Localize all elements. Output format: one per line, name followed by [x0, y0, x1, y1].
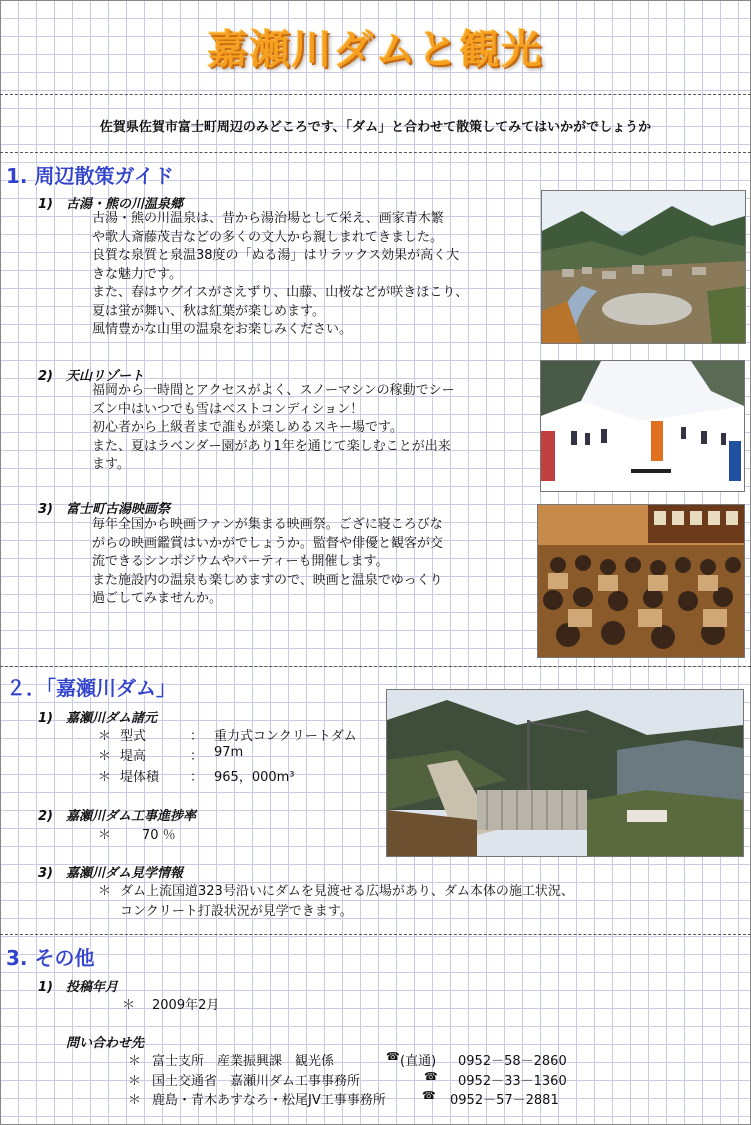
divider: [0, 934, 751, 935]
tour-line: コンクリート打設状況が見学できます。: [120, 904, 353, 919]
contact-name: 富士支所 産業振興課 観光係: [152, 1054, 335, 1069]
posted-row: [122, 994, 220, 1013]
bullet: ＊: [122, 998, 136, 1013]
contact-phone: 0952－57－2881: [450, 1093, 559, 1108]
bullet: ＊: [128, 1054, 142, 1069]
posted-heading: [38, 976, 118, 995]
bullet: ＊: [128, 1074, 142, 1089]
divider: [0, 94, 751, 95]
progress-row: [98, 824, 176, 843]
text-line: また施設内の温泉も楽しめますので、映画と温泉でゆっくり: [92, 572, 443, 588]
dam-construction-photo: [386, 689, 744, 857]
film-festival-photo: [537, 504, 745, 658]
posted-value: 2009年2月: [152, 998, 220, 1013]
resort-description: [92, 382, 455, 475]
onsen-description: [92, 210, 468, 340]
ski-resort-photo: [540, 360, 745, 492]
intro-text: 佐賀県佐賀市富士町周辺のみどころです、「ダム」と合わせて散策してみてはいかがでしょうか: [99, 120, 652, 135]
item-heading-film-festival: [38, 498, 170, 517]
contact-row: [128, 1050, 728, 1069]
spec-label: 型式: [120, 729, 147, 744]
contact-row: [128, 1089, 728, 1108]
progress-value: 70 ％: [142, 828, 176, 843]
spec-value: 重力式コンクリートダム: [214, 729, 357, 744]
text-line: 風情豊かな山里の温泉をお楽しみください。: [92, 322, 353, 337]
text-line: 福岡から一時間とアクセスがよく、スノーマシンの稼動でシー: [92, 383, 455, 398]
text-line: 初心者から上級者まで誰もが楽しめるスキー場です。: [92, 420, 403, 435]
phone-icon: ☎: [386, 1050, 400, 1063]
contact-phone: 0952－33－1360: [458, 1074, 567, 1089]
page-title: 嘉瀬川ダムと観光: [207, 27, 544, 73]
phone-icon: ☎: [424, 1070, 438, 1083]
contact-heading: 問い合わせ先: [66, 1036, 145, 1051]
contact-name: 鹿島・青木あすなろ・松尾JV工事事務所: [152, 1093, 386, 1108]
text-line: 夏は蛍が舞い、秋は紅葉が楽しめます。: [92, 303, 325, 319]
tour-line: ダム上流国道323号沿いにダムを見渡せる広場があり、ダム本体の施工状況、: [120, 884, 574, 899]
spec-row-height: [98, 745, 244, 764]
bullet: ＊: [98, 828, 112, 843]
text-line: 過ごしてみませんか。: [92, 591, 223, 606]
item-title: 投稿年月: [66, 980, 119, 995]
contact-name: 国土交通省 嘉瀬川ダム工事事務所: [152, 1074, 361, 1089]
item-number: 2): [38, 369, 53, 384]
tour-row: [98, 880, 574, 899]
section-heading-guide: 1. 周辺散策ガイド: [6, 164, 174, 188]
colon: ：: [190, 770, 204, 785]
dam-spec-heading: [38, 707, 157, 726]
spec-row-type: [98, 725, 357, 744]
colon: ：: [190, 749, 204, 764]
spec-label: 堤高: [120, 749, 147, 764]
item-title: 嘉瀬川ダム諸元: [66, 711, 158, 726]
item-title: 天山リゾート: [66, 369, 145, 384]
phone-icon: ☎: [422, 1089, 436, 1102]
divider: [0, 152, 751, 153]
text-line: 流できるシンポジウムやパーティーも開催します。: [92, 554, 389, 569]
text-line: 古湯・熊の川温泉は、昔から湯治場として栄え、画家青木繁: [92, 211, 444, 226]
bullet: ＊: [128, 1093, 142, 1108]
item-number: 1): [38, 980, 53, 995]
item-title: 富士町古湯映画祭: [66, 502, 171, 517]
text-line: ます。: [92, 457, 130, 472]
text-line: 毎年全国から映画ファンが集まる映画祭。ござに寝ころびな: [92, 517, 443, 532]
text-line: また、夏はラベンダー園があり1年を通じて楽しむことが出来: [92, 438, 451, 454]
contact-note: (直通): [400, 1054, 437, 1069]
dam-tour-heading: [38, 862, 183, 881]
item-number: 2): [38, 809, 53, 824]
spec-value: 965，000m³: [214, 770, 295, 785]
bullet: ＊: [98, 749, 112, 764]
item-number: 1): [38, 197, 53, 212]
colon: ：: [190, 729, 204, 744]
spec-label: 堤体積: [120, 770, 160, 785]
film-festival-description: [92, 516, 443, 609]
section-heading-other: 3. その他: [6, 946, 95, 970]
text-line: きな魅力です。: [92, 266, 182, 282]
item-number: 3): [38, 502, 53, 517]
text-line: ズン中はいつでも雪はベストコンディション！: [92, 401, 364, 417]
text-line: また、春はウグイスがさえずり、山藤、山桜などが咲きほこり、: [92, 285, 469, 300]
item-number: 3): [38, 866, 53, 881]
item-number: 1): [38, 711, 53, 726]
bullet: ＊: [98, 729, 112, 744]
text-line: や歌人斎藤茂吉などの多くの文人から親しまれてきました。: [92, 229, 444, 245]
contact-phone: 0952－58－2860: [458, 1054, 567, 1069]
bullet: ＊: [98, 884, 112, 899]
item-title: 嘉瀬川ダム工事進捗率: [66, 809, 197, 824]
bullet: ＊: [98, 770, 112, 785]
spec-value: 97m: [214, 745, 244, 760]
item-title: 嘉瀬川ダム見学情報: [66, 866, 184, 881]
text-line: 良質な泉質と泉温38度の「ぬる湯」はリラックス効果が高く大: [92, 248, 460, 263]
item-title: 古湯・熊の川温泉郷: [66, 197, 184, 212]
section-heading-dam: ２．「嘉瀬川ダム」: [6, 676, 176, 700]
spec-row-volume: [98, 766, 295, 785]
dam-progress-heading: [38, 805, 196, 824]
contact-row: [128, 1070, 728, 1089]
divider: [0, 666, 751, 667]
onsen-village-photo: [541, 190, 746, 344]
text-line: がらの映画鑑賞はいかがでしょうか。監督や俳優と観客が交: [92, 535, 444, 551]
